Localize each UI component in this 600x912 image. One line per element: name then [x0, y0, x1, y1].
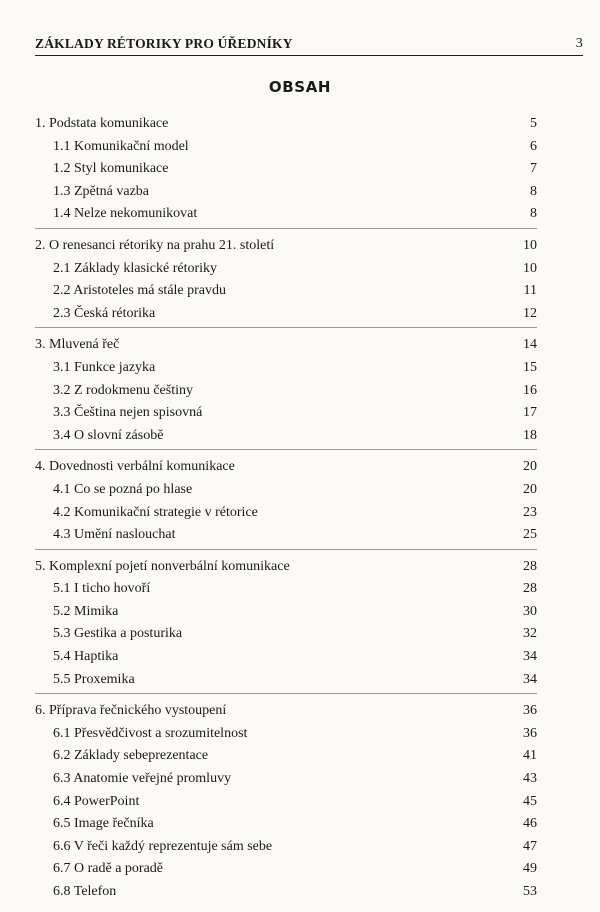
toc-entry-page: 6	[530, 138, 537, 154]
toc-entry-label: 2.1 Základy klasické rétoriky	[53, 260, 218, 276]
toc-entry-label: 6.8 Telefon	[53, 884, 117, 899]
toc-section	[35, 235, 537, 328]
toc-entry-label: 6.3 Anatomie veřejné promluvy	[53, 771, 232, 787]
toc-entry-page: 45	[523, 793, 537, 809]
toc-entry-label: 1. Podstata komunikace	[35, 116, 169, 131]
page-header	[35, 33, 583, 56]
toc-entry-page: 32	[523, 626, 537, 642]
toc-subentry	[35, 881, 537, 904]
toc-subentry	[35, 745, 537, 768]
toc-subentry	[35, 601, 537, 624]
toc-subentry	[35, 357, 537, 380]
toc-entry-page: 49	[523, 861, 537, 877]
toc-section	[35, 334, 537, 450]
toc-entry-page: 36	[523, 725, 537, 741]
toc-entry-page: 30	[523, 603, 537, 619]
toc-entry-page: 43	[523, 771, 537, 787]
toc-entry-label: 5.1 I ticho hovoří	[53, 581, 151, 597]
toc-entry-page: 20	[523, 481, 537, 497]
toc-entry-page: 14	[523, 337, 537, 353]
toc-entry-label: 4. Dovednosti verbální komunikace	[35, 459, 235, 475]
toc-entry-label: 5. Komplexní pojetí nonverbální komunikace	[35, 558, 290, 574]
toc-section	[35, 556, 537, 695]
toc-entry-page: 20	[523, 459, 537, 475]
toc-subentry	[35, 502, 537, 525]
toc-subentry	[35, 425, 537, 448]
toc-entry-label: 2.3 Česká rétorika	[53, 305, 156, 321]
toc-subentry	[35, 258, 537, 281]
toc-entry-page: 17	[523, 405, 537, 421]
toc-entry-page: 23	[523, 504, 537, 520]
toc-entry-label: 6.5 Image řečníka	[53, 816, 154, 832]
toc-entry-page: 10	[523, 260, 537, 276]
running-title: ZÁKLADY RÉTORIKY PRO ÚŘEDNÍKY	[35, 36, 293, 51]
toc-entry-label: 1.3 Zpětná vazba	[53, 183, 150, 199]
toc-section	[35, 700, 537, 905]
toc-subentry	[35, 623, 537, 646]
toc-entry-label: 5.2 Mimika	[53, 603, 119, 619]
toc-entry-label: 6.2 Základy sebeprezentace	[53, 748, 209, 764]
toc-entry-page: 47	[523, 838, 537, 854]
toc-subentry	[35, 768, 537, 791]
toc-subentry	[35, 158, 537, 181]
toc-entry-page: 15	[523, 359, 537, 375]
toc-entry-page: 10	[523, 237, 537, 253]
toc-entry-label: 1.4 Nelze nekomunikovat	[53, 206, 198, 222]
toc-entry-label: 6.6 V řeči každý reprezentuje sám sebe	[53, 838, 273, 854]
toc-entry-page: 34	[523, 671, 537, 687]
toc-subentry	[35, 669, 537, 692]
toc-entry-label: 1.1 Komunikační model	[53, 138, 189, 154]
toc-chapter	[35, 113, 537, 136]
toc-entry-page: 36	[523, 703, 537, 719]
toc-chapter	[35, 700, 537, 723]
toc-entry-label: 3.1 Funkce jazyka	[53, 359, 156, 375]
toc-subentry	[35, 524, 537, 547]
toc-entry-label: 4.1 Co se pozná po hlase	[53, 481, 193, 497]
toc-entry-label: 3.4 O slovní zásobě	[53, 427, 164, 443]
toc-chapter	[35, 456, 537, 479]
toc-entry-label: 5.4 Haptika	[53, 649, 119, 665]
toc-entry-label: 3.2 Z rodokmenu češtiny	[53, 382, 193, 398]
toc-entry-page: 25	[523, 527, 537, 543]
toc-entry-label: 4.3 Umění naslouchat	[53, 527, 176, 543]
toc-entry-page: 16	[523, 382, 537, 398]
toc-subentry	[35, 303, 537, 326]
toc-subentry	[35, 203, 537, 226]
toc-subentry	[35, 136, 537, 159]
toc-entry-label: 5.3 Gestika a posturika	[53, 626, 183, 642]
toc-subentry	[35, 858, 537, 881]
toc-subentry	[35, 402, 537, 425]
toc-entry-page: 53	[523, 884, 537, 899]
toc-entry-page: 5	[530, 116, 537, 131]
toc-entry-label: 2.2 Aristoteles má stále pravdu	[53, 283, 227, 299]
toc-entry-label: 5.5 Proxemika	[53, 671, 135, 687]
toc-entry-page: 28	[523, 558, 537, 574]
toc-entry-page: 18	[523, 427, 537, 443]
page-number: 3	[575, 36, 583, 51]
toc-entry-page: 46	[523, 816, 537, 832]
toc-subentry	[35, 836, 537, 859]
toc-entry-page: 34	[523, 649, 537, 665]
toc-title: OBSAH	[268, 78, 332, 96]
toc-entry-page: 28	[523, 581, 537, 597]
toc-subentry	[35, 646, 537, 669]
toc-entry-page: 12	[523, 305, 537, 321]
toc-entry-label: 3.3 Čeština nejen spisovná	[53, 405, 203, 421]
toc-section	[35, 113, 537, 229]
toc-entry-page: 41	[523, 748, 537, 764]
toc-entry-label: 6.7 O radě a poradě	[53, 861, 164, 877]
toc-entry-label: 6.4 PowerPoint	[53, 793, 140, 809]
toc-subentry	[35, 280, 537, 303]
toc-entry-page: 11	[523, 283, 537, 299]
toc-subentry	[35, 813, 537, 836]
toc-subentry	[35, 479, 537, 502]
toc-entry-page: 8	[530, 206, 537, 222]
toc-entry-page: 8	[530, 183, 537, 199]
toc-entry-label: 6.1 Přesvědčivost a srozumitelnost	[53, 725, 248, 741]
toc-subentry	[35, 380, 537, 403]
toc-subentry	[35, 723, 537, 746]
toc-entry-label: 1.2 Styl komunikace	[53, 161, 169, 177]
toc-entry-label: 2. O renesanci rétoriky na prahu 21. století	[35, 237, 275, 253]
toc-subentry	[35, 181, 537, 204]
toc-entry-label: 4.2 Komunikační strategie v rétorice	[53, 504, 258, 520]
toc-subentry	[35, 578, 537, 601]
toc-chapter	[35, 556, 537, 579]
toc-subentry	[35, 791, 537, 814]
toc-entry-label: 3. Mluvená řeč	[35, 337, 120, 353]
toc-chapter	[35, 235, 537, 258]
toc-entry-page: 7	[530, 161, 537, 177]
toc-section	[35, 456, 537, 549]
toc-chapter	[35, 334, 537, 357]
toc-entry-label: 6. Příprava řečnického vystoupení	[35, 703, 227, 719]
table-of-contents	[35, 113, 537, 912]
